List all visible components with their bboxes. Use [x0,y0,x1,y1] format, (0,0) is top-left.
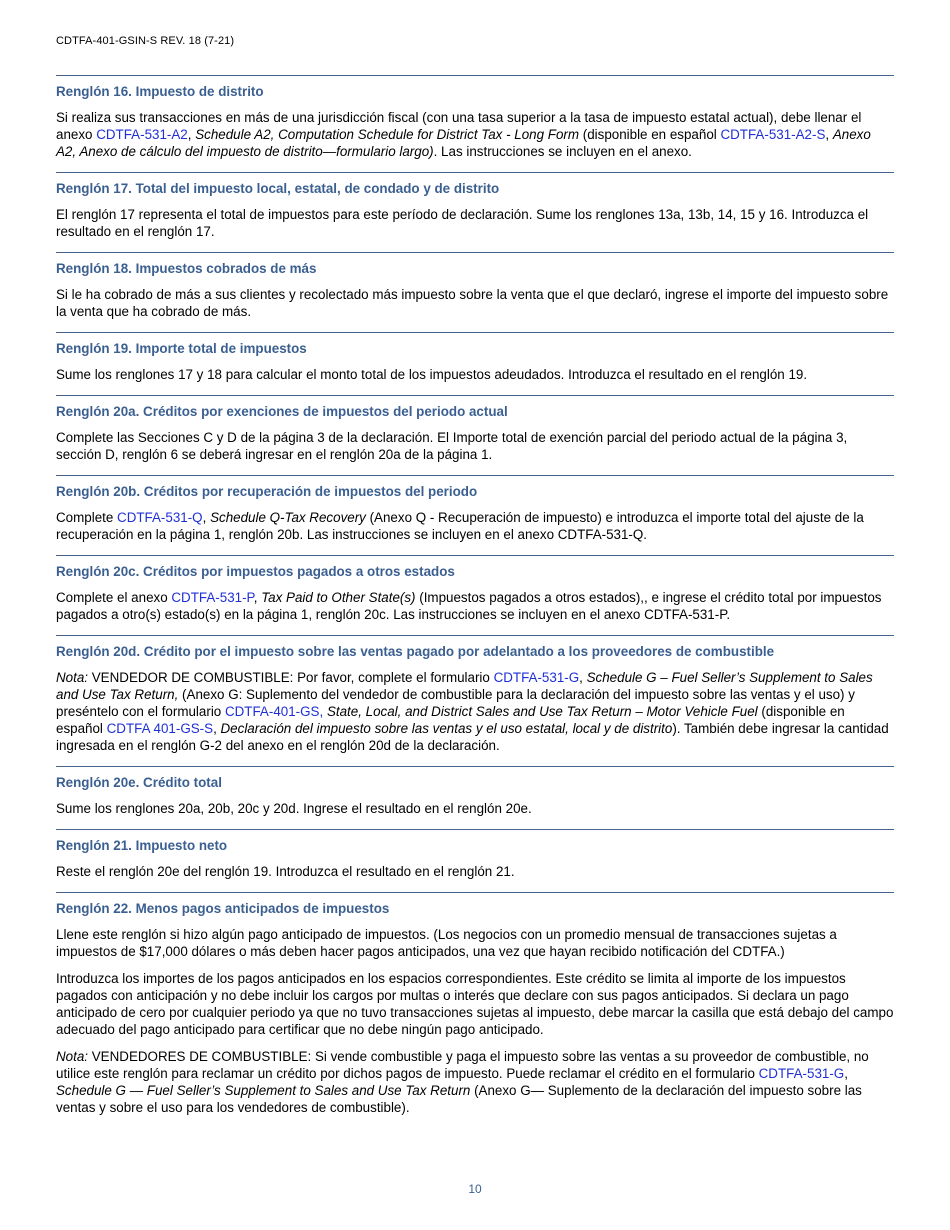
section [56,829,894,880]
section-paragraph [56,286,894,320]
text-run: Reste el renglón 20e del renglón 19. Introduzca el resultado en el renglón 21. [56,864,515,879]
form-link[interactable]: CDTFA-531-G [758,1066,845,1081]
section [56,475,894,543]
section [56,332,894,383]
section [56,555,894,623]
section [56,172,894,240]
italic-text: Declaración del impuesto sobre las ventas y el uso estatal, local y de distrito [220,721,673,736]
text-run: , [253,590,262,605]
form-header: CDTFA-401-GSIN-S REV. 18 (7-21) [56,35,235,47]
text-run: Si le ha cobrado de más a sus clientes y recolectado más impuesto sobre la venta que el que declaró, ingrese el importe del impuesto sobre la venta que ha cobrado de más. [56,287,889,319]
text-run: ). También debe ingresar la cantidad ingresada en el renglón G-2 del anexo en el renglón 20d de la declaración. [56,721,889,753]
text-run: (disponible en español [56,704,845,736]
form-link[interactable]: CDTFA-531-A2 [96,127,188,142]
section-heading: Renglón 20b. Créditos por recuperación de impuestos del periodo [56,484,478,499]
text-run: (Anexo Q - Recuperación de impuesto) e introduzca el importe total del ajuste de la recuperación en la página 1, renglón 20b. Las instrucciones se incluyen en el anexo CDTFA-531-Q. [56,510,864,542]
section [56,252,894,320]
text-run: Complete las Secciones C y D de la página 3 de la declaración. El Importe total de exención parcial del periodo actual de la página 3, sección D, renglón 6 se deberá ingresar en el renglón 20a de la página 1. [56,430,848,462]
section-heading: Renglón 22. Menos pagos anticipados de impuestos [56,901,390,916]
italic-text: Schedule G — Fuel Seller’s Supplement to Sales and Use Tax Return [56,1083,471,1098]
text-run: , [187,127,196,142]
section-paragraph [56,863,894,880]
section [56,766,894,817]
section-heading: Renglón 19. Importe total de impuestos [56,341,307,356]
italic-text: Schedule G – Fuel Seller’s Supplement to Sales and Use Tax Return, [56,670,873,702]
form-link[interactable]: CDTFA-531-P [171,590,254,605]
text-run: (Anexo G— Suplemento de la declaración del impuesto sobre las ventas y sobre el uso para los vendedores de combustible). [56,1083,862,1115]
section-paragraph [56,429,894,463]
italic-text: Schedule A2, Computation Schedule for District Tax - Long Form [195,127,580,142]
text-run: Si realiza sus transacciones en más de una jurisdicción fiscal (con una tasa superior a la tasa de impuesto estatal actual), debe llenar el anexo [56,110,862,142]
section-heading: Renglón 17. Total del impuesto local, estatal, de condado y de distrito [56,181,500,196]
text-run: , [202,510,211,525]
section-paragraph [56,800,894,817]
text-run: , [825,127,833,142]
text-run: (disponible en español [579,127,721,142]
text-run: Complete [56,510,118,525]
instructions-body [56,75,894,1128]
text-run: (Anexo G: Suplemento del vendedor de combustible para la declaración del impuesto sobre las ventas y el uso) y preséntelo con el formulario [56,687,855,719]
section-paragraph [56,206,894,240]
section-heading: Renglón 16. Impuesto de distrito [56,84,264,99]
text-run: El renglón 17 representa el total de impuestos para este período de declaración. Sume los renglones 13a, 13b, 14, 15 y 16. Introduzca el resultado en el renglón 17. [56,207,869,239]
italic-text: Schedule Q-Tax Recovery [210,510,366,525]
text-run: , [844,1066,848,1081]
form-link[interactable]: CDTFA-531-G [493,670,580,685]
form-link[interactable]: CDTFA-531-A2-S [720,127,826,142]
section [56,395,894,463]
section-paragraph [56,926,894,960]
section [56,892,894,1116]
text-run: , [579,670,587,685]
section-paragraph [56,669,894,754]
text-run: . Las instrucciones se incluyen en el anexo. [433,144,692,159]
section-paragraph [56,589,894,623]
section-paragraph [56,1048,894,1116]
section-heading: Renglón 20d. Crédito por el impuesto sobre las ventas pagado por adelantado a los proveedores de combustible [56,644,775,659]
section-heading: Renglón 21. Impuesto neto [56,838,228,853]
italic-text: Anexo A2, Anexo de cálculo del impuesto de distrito—formulario largo) [56,127,871,159]
section-paragraph [56,109,894,160]
section-heading: Renglón 20a. Créditos por exenciones de impuestos del periodo actual [56,404,508,419]
text-run: Sume los renglones 20a, 20b, 20c y 20d. Ingrese el resultado en el renglón 20e. [56,801,532,816]
italic-text: Nota: [56,1049,89,1064]
section-heading: Renglón 20e. Crédito total [56,775,222,790]
text-run: VENDEDOR DE COMBUSTIBLE: Por favor, complete el formulario [88,670,494,685]
section [56,75,894,160]
italic-text: Nota: [56,670,89,685]
text-run: , [213,721,221,736]
section-paragraph [56,970,894,1038]
form-link[interactable]: CDTFA-401-GS, [224,704,324,719]
form-link[interactable]: CDTFA 401-GS-S [106,721,214,736]
text-run: Introduzca los importes de los pagos anticipados en los espacios correspondientes. Este crédito se limita al importe de los impuestos pagados con anticipación y no debe incluir los cargos por multas o interés que declare con sus pagos anticipados. Si declara un pago anticipado de cero por cualquier periodo ya que no tuvo transacciones sujetas al impuesto, debe marcar la casilla que está debajo del campo adecuado del pago anticipado para certificar que no debe ningún pago anticipado. [56,971,894,1037]
form-link[interactable]: CDTFA-531-Q [117,510,203,525]
section-heading: Renglón 18. Impuestos cobrados de más [56,261,317,276]
text-run: (Impuestos pagados a otros estados),, e ingrese el crédito total por impuestos pagados a otro(s) estado(s) en la página 1, renglón 20c. Las instrucciones se incluyen en el anexo CDTFA-531-P. [56,590,882,622]
text-run: Llene este renglón si hizo algún pago anticipado de impuestos. (Los negocios con un promedio mensual de transacciones sujetas a impuestos de $17,000 dólares o más deben hacer pagos anticipados, una vez que hayan recibido notificación del CDTFA.) [56,927,837,959]
italic-text: Tax Paid to Other State(s) [261,590,416,605]
section [56,635,894,754]
section-heading: Renglón 20c. Créditos por impuestos pagados a otros estados [56,564,455,579]
text-run: Complete el anexo [56,590,172,605]
page-number: 10 [468,1182,482,1196]
text-run: Sume los renglones 17 y 18 para calcular el monto total de los impuestos adeudados. Introduzca el resultado en el renglón 19. [56,367,808,382]
section-paragraph [56,366,894,383]
italic-text: State, Local, and District Sales and Use Tax Return – Motor Vehicle Fuel [326,704,758,719]
text-run: VENDEDORES DE COMBUSTIBLE: Si vende combustible y paga el impuesto sobre las ventas a su proveedor de combustible, no utilice este renglón para reclamar un crédito por dichos pagos de impuesto. Puede reclamar el crédito en el formulario [56,1049,869,1081]
section-paragraph [56,509,894,543]
